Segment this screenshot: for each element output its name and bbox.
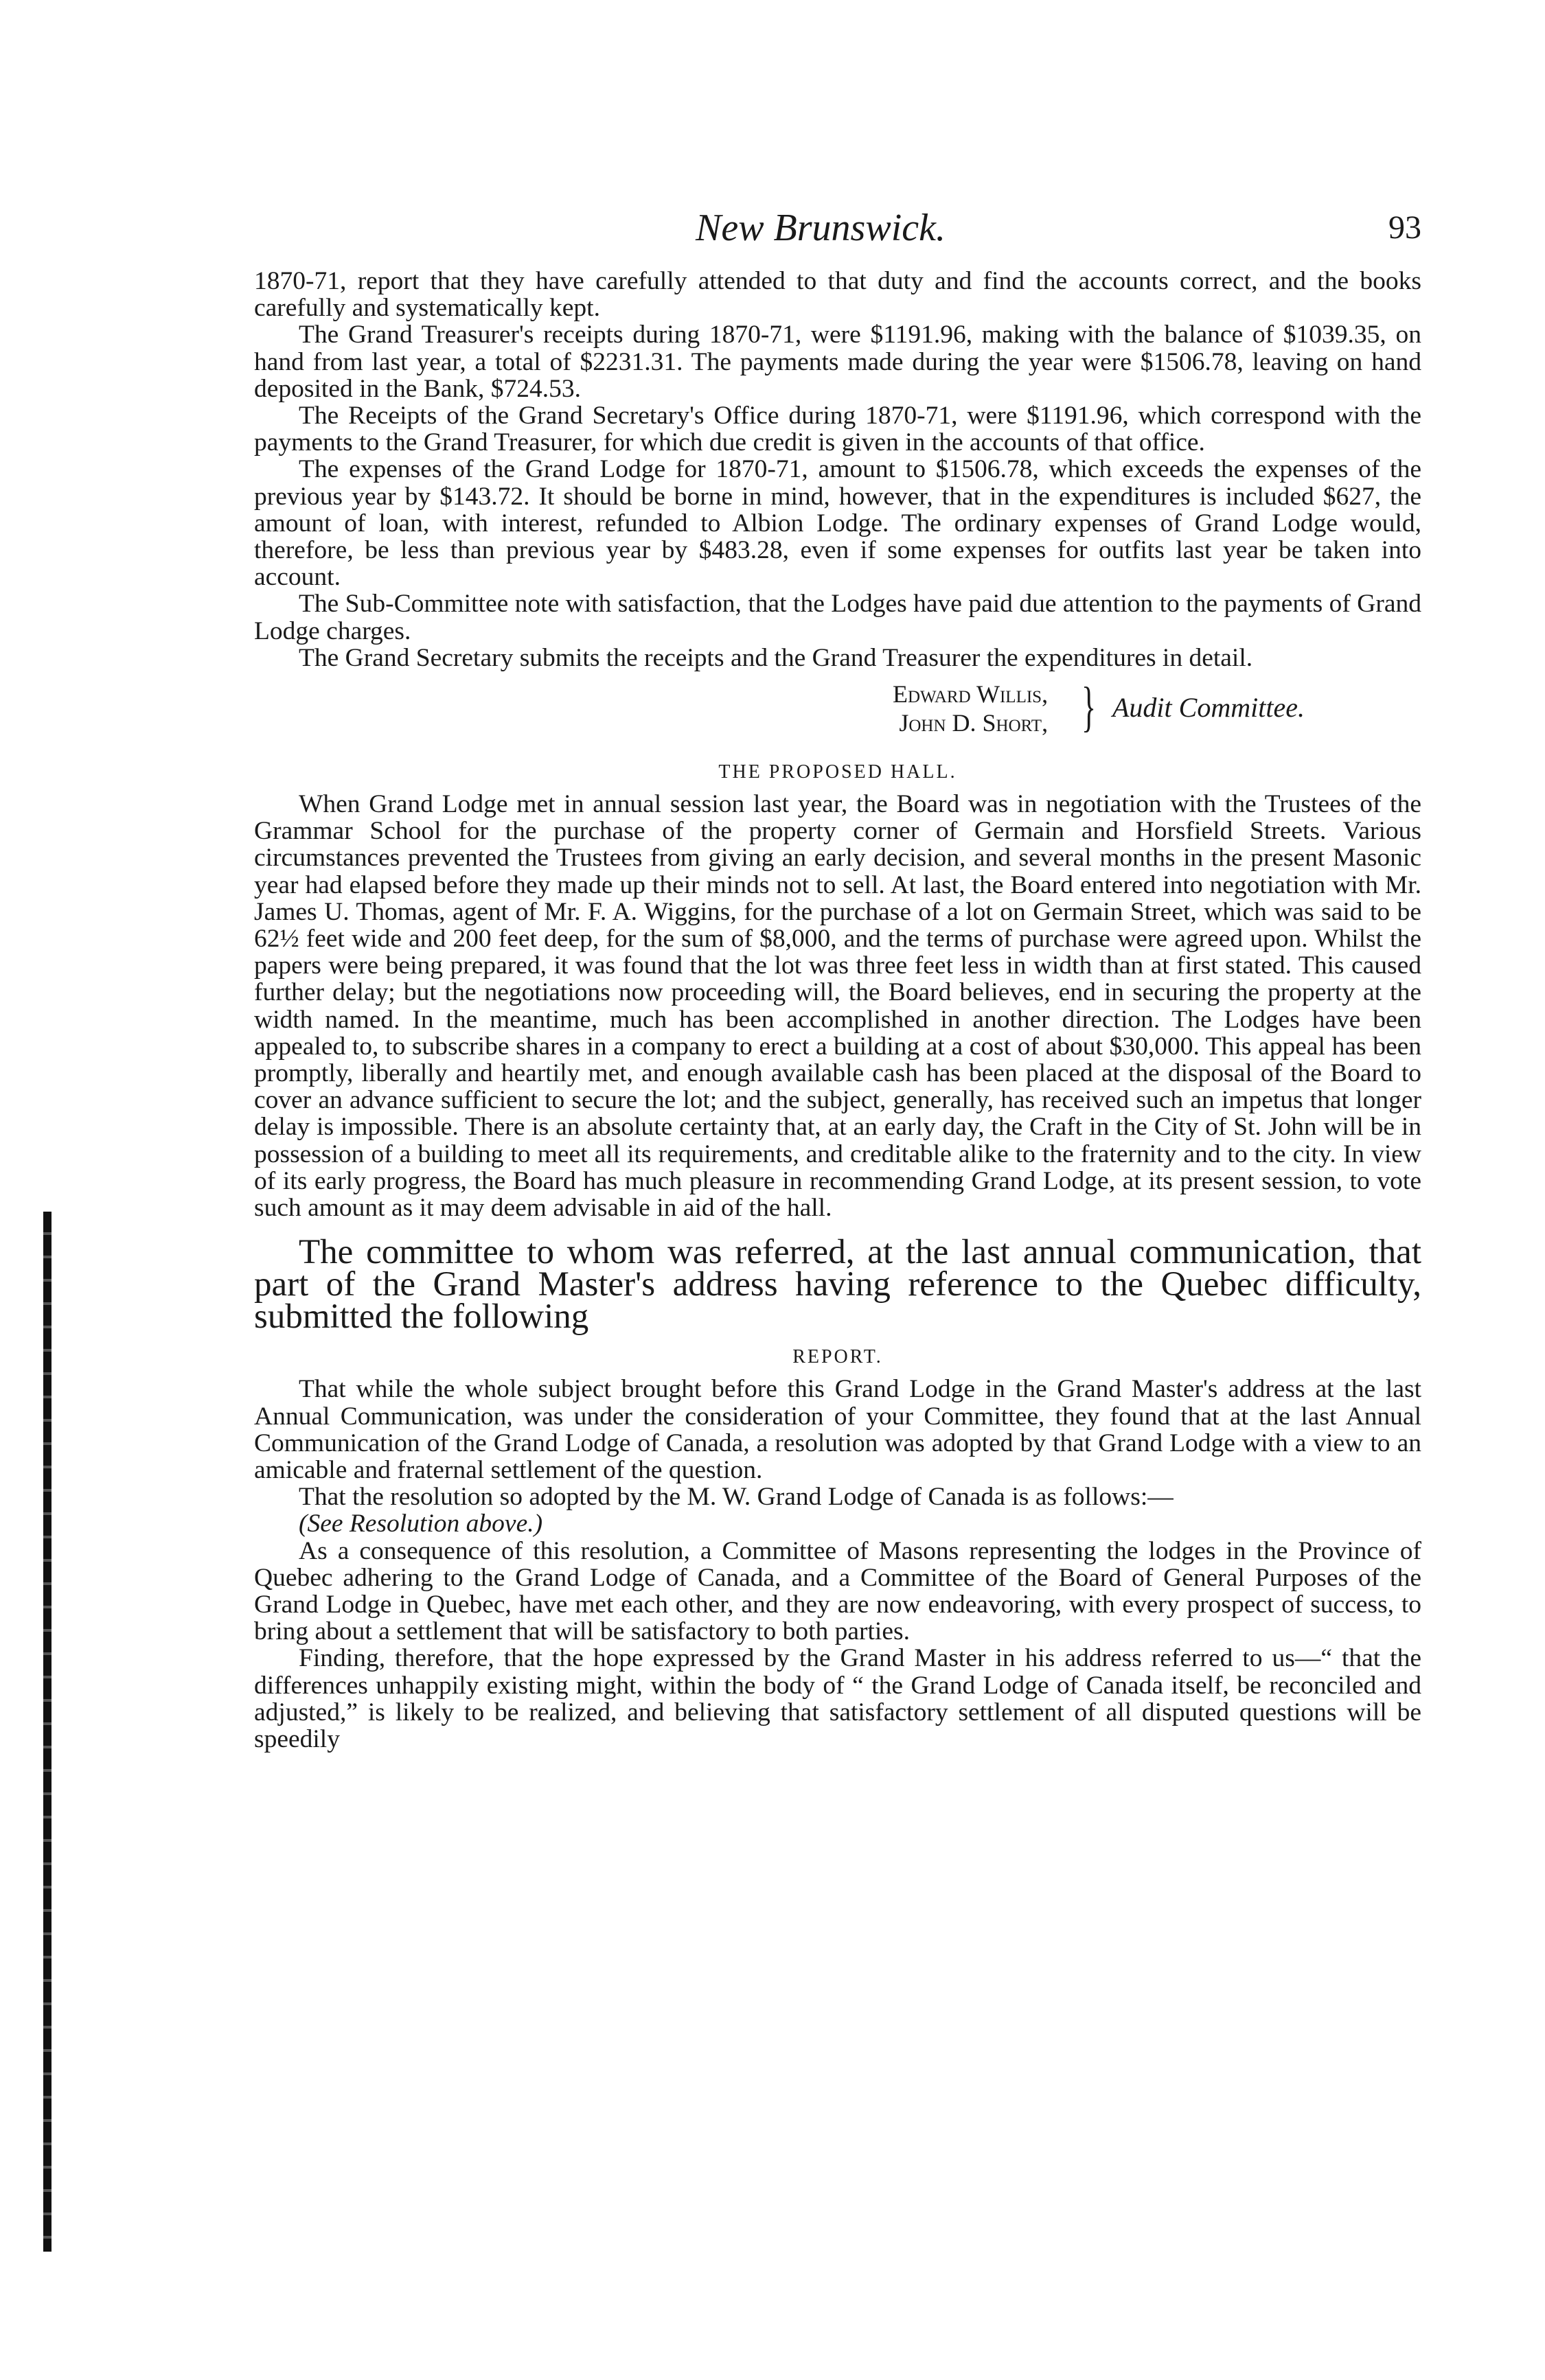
signer-name: John D. Short,	[899, 709, 1049, 737]
audit-paragraph: The Grand Treasurer's receipts during 1870-71, were $1191.96, making with the balance of $1039.35, on hand from last year, a total of $2231.31. The payments made during the year were $1506.78, leaving on hand deposited in the Bank, $724.53.	[254, 321, 1421, 403]
report-paragraph: That the resolution so adopted by the M. W. Grand Lodge of Canada is as follows:—	[299, 1483, 1174, 1512]
running-title: New Brunswick.	[696, 207, 946, 249]
audit-report-section	[254, 268, 1421, 671]
page-header	[206, 200, 1421, 255]
page-content	[254, 268, 1421, 1753]
audit-paragraph: The Grand Secretary submits the receipts and the Grand Treasurer the expenditures in detail.	[299, 643, 1253, 672]
scan-margin-bar	[43, 1212, 52, 2252]
report-paragraph: As a consequence of this resolution, a Committee of Masons representing the lodges in the Province of Quebec adhering to the Grand Lodge of Canada, and a Committee of the Board of General Purposes of the Grand Lodge in Quebec, have met each other, and they are now endeavoring, with every prospect of success, to bring about a settlement that will be satisfactory to both parties.	[254, 1536, 1421, 1646]
audit-paragraph: The expenses of the Grand Lodge for 1870-71, amount to $1506.78, which exceeds the expenses of the previous year by $143.72. It should be borne in mind, however, that in the expenditures is included $627, the amount of loan, with interest, refunded to Albion Lodge. The ordinary expenses of Grand Lodge would, therefore, be less than previous year by $483.28, even if some expenses for outfits last year be taken into account.	[254, 455, 1421, 592]
audit-paragraph: The Sub-Committee note with satisfaction, that the Lodges have paid due attention to the payments of Grand Lodge charges.	[254, 590, 1421, 645]
committee-name: Audit Committee.	[1112, 692, 1305, 724]
committee-intro: The committee to whom was referred, at the last annual communication, that part of the Grand Master's address having reference to the Quebec difficulty, submitted the following	[254, 1233, 1421, 1337]
hall-paragraph: When Grand Lodge met in annual session last year, the Board was in negotiation with the Trustees of the Grammar School for the purchase of the property corner of Germain and Horsfield Streets. Various circumstances prevented the Trustees from giving an early decision, and several months in the present Masonic year had elapsed before they made up their minds not to sell. At last, the Board entered into negotiation with Mr. James U. Thomas, agent of Mr. F. A. Wiggins, for the purchase of a lot on Germain Street, which was said to be 62½ feet wide and 200 feet deep, for the sum of $8,000, and the terms of purchase were agreed upon. Whilst the papers were being prepared, it was found that the lot was three feet less in width than at first stated. This caused further delay; but the negotiations now proceeding will, the Board believes, end in securing the property at the width named. In the meantime, much has been accomplished in another direction. The Lodges have been appealed to, to subscribe shares in a company to erect a building at a cost of about $30,000. This appeal has been promptly, liberally and heartily met, and enough available cash has been placed at the disposal of the Board to cover an advance sufficient to secure the lot; and the subject, generally, has received such an impetus that longer delay is impossible. There is an absolute certainty that, at an early day, the Craft in the City of St. John will be in possession of a building to meet all its requirements, and creditable alike to the fraternity and to the city. In view of its early progress, the Board has much pleasure in recommending Grand Lodge, at its present session, to vote such amount as it may deem advisable in aid of the hall.	[254, 790, 1421, 1223]
report-section	[254, 1376, 1421, 1753]
brace-glyph: }	[1082, 677, 1097, 738]
signature-block	[254, 674, 1421, 748]
proposed-hall-section	[254, 791, 1421, 1221]
page-number: 93	[1388, 209, 1421, 246]
see-resolution-note: (See Resolution above.)	[299, 1510, 543, 1538]
audit-paragraph: 1870-71, report that they have carefully attended to that duty and find the accounts correct, and the books carefully and systematically kept.	[254, 267, 1421, 323]
section-heading-proposed-hall: THE PROPOSED HALL.	[718, 761, 957, 783]
signer-name: Edward Willis,	[893, 680, 1049, 708]
signer-names	[893, 680, 1048, 737]
report-paragraph: That while the whole subject brought before this Grand Lodge in the Grand Master's address at the last Annual Communication, was under the consideration of your Committee, they found that at the last Annual Communication of the Grand Lodge of Canada, a resolution was adopted by that Grand Lodge with a view to an amicable and fraternal settlement of the question.	[254, 1375, 1421, 1484]
audit-paragraph: The Receipts of the Grand Secretary's Office during 1870-71, were $1191.96, which correspond with the payments to the Grand Treasurer, for which due credit is given in the accounts of that office.	[254, 402, 1421, 457]
report-paragraph: Finding, therefore, that the hope expressed by the Grand Master in his address referred to us—“ that the differences unhappily existing might, within the body of “ the Grand Lodge of Canada itself, be reconciled and adjusted,” is likely to be realized, and believing that satisfactory settlement of all disputed questions will be speedily	[254, 1644, 1421, 1753]
section-heading-report: REPORT.	[792, 1346, 883, 1368]
